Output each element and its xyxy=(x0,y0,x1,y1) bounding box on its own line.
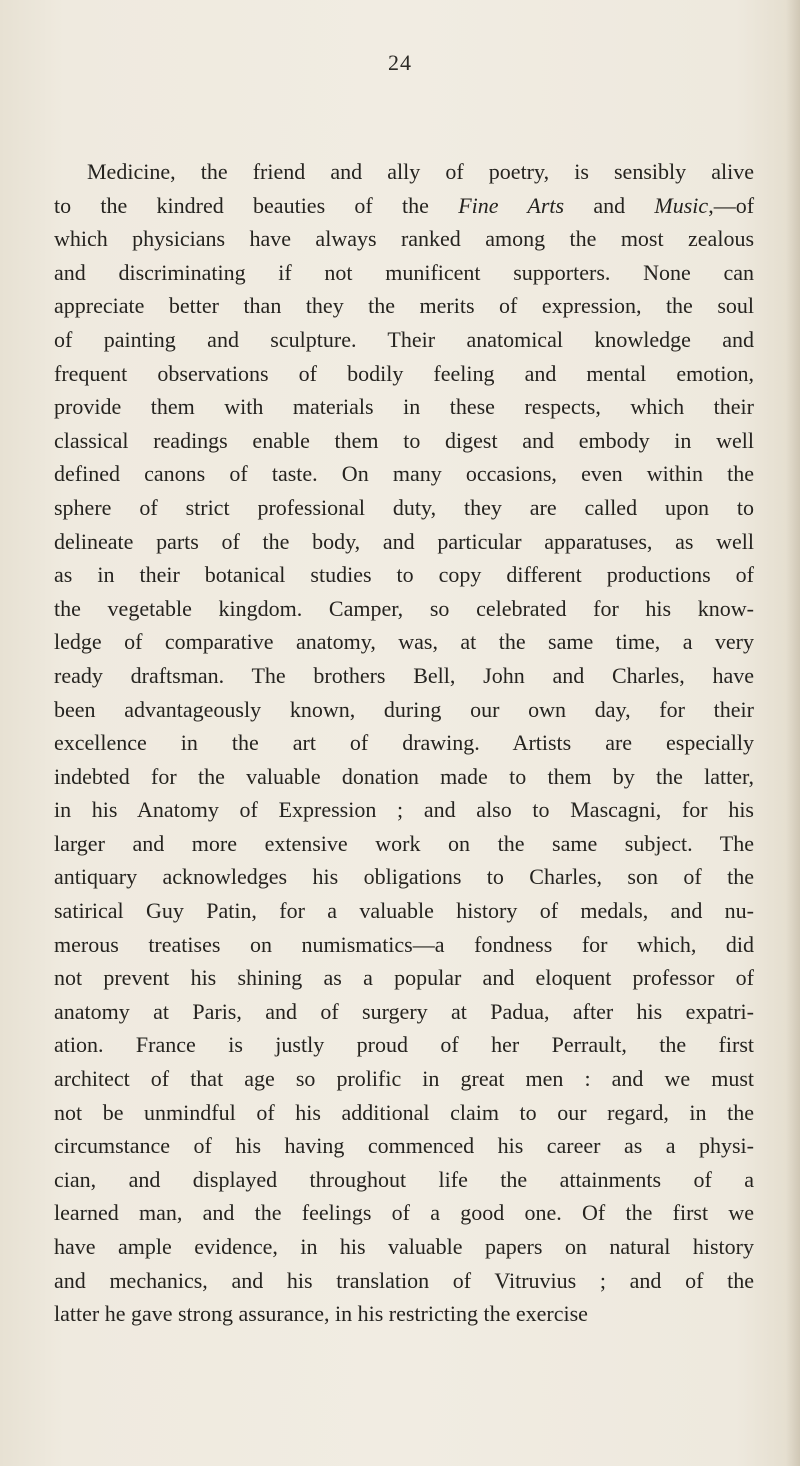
text-line: merous treatises on numismatics—a fondness for which, did xyxy=(54,931,754,957)
text-line: of painting and sculpture. Their anatomical knowledge and xyxy=(54,326,754,352)
text-line: defined canons of taste. On many occasions, even within the xyxy=(54,461,754,487)
text-line: delineate parts of the body, and particular apparatuses, as well xyxy=(54,528,754,554)
text-line: and discriminating if not munificent supporters. None can xyxy=(54,259,754,285)
page-number: 24 xyxy=(388,50,412,75)
text-line: classical readings enable them to digest and embody in well xyxy=(54,427,754,453)
body-paragraph xyxy=(54,155,754,1331)
text-line: learned man, and the feelings of a good one. Of the first we xyxy=(54,1200,754,1226)
text-line: been advantageously known, during our own day, for their xyxy=(54,696,754,722)
text-line: in his Anatomy of Expression ; and also to Mascagni, for his xyxy=(54,797,754,823)
text-line: excellence in the art of drawing. Artists are especially xyxy=(54,730,754,756)
text-line: provide them with materials in these respects, which their xyxy=(54,394,754,420)
text-line: cian, and displayed throughout life the attainments of a xyxy=(54,1166,754,1192)
text-line: anatomy at Paris, and of surgery at Padua, after his expatri- xyxy=(54,998,754,1024)
text-line: ation. France is justly proud of her Perrault, the first xyxy=(54,1032,754,1058)
text-line: and mechanics, and his translation of Vitruvius ; and of the xyxy=(54,1267,754,1293)
text-line: ready draftsman. The brothers Bell, John and Charles, have xyxy=(54,662,754,688)
text-line: antiquary acknowledges his obligations to Charles, son of the xyxy=(54,864,754,890)
text-line: which physicians have always ranked among the most zealous xyxy=(54,226,754,252)
text-line: Medicine, the friend and ally of poetry, is sensibly alive xyxy=(87,159,754,184)
text-line: sphere of strict professional duty, they are called upon to xyxy=(54,494,754,520)
text-line: larger and more extensive work on the same subject. The xyxy=(54,830,754,856)
text-line: satirical Guy Patin, for a valuable history of medals, and nu- xyxy=(54,898,754,924)
text-line: frequent observations of bodily feeling and mental emotion, xyxy=(54,360,754,386)
text-line: architect of that age so prolific in great men : and we must xyxy=(54,1066,754,1092)
italic-phrase: Music xyxy=(654,192,709,218)
text-line: circumstance of his having commenced his career as a physi- xyxy=(54,1133,754,1159)
text-line: not prevent his shining as a popular and eloquent professor of xyxy=(54,965,754,991)
text-line: to the kindred beauties of the Fine Arts and Music,—of xyxy=(54,192,755,218)
text-line: ledge of comparative anatomy, was, at the same time, a very xyxy=(54,629,754,655)
text-line: the vegetable kingdom. Camper, so celebrated for his know- xyxy=(54,595,754,621)
text-line: as in their botanical studies to copy different productions of xyxy=(54,562,754,588)
page-edge-shadow xyxy=(786,0,800,1466)
italic-phrase: Fine Arts xyxy=(458,192,565,218)
text-line: latter he gave strong assurance, in his restricting the exercise xyxy=(54,1301,588,1327)
text-line: appreciate better than they the merits of expression, the soul xyxy=(54,293,754,319)
text-line: indebted for the valuable donation made to them by the latter, xyxy=(54,763,754,789)
text-line: have ample evidence, in his valuable papers on natural history xyxy=(54,1234,754,1259)
text-line: not be unmindful of his additional claim to our regard, in the xyxy=(54,1099,754,1125)
